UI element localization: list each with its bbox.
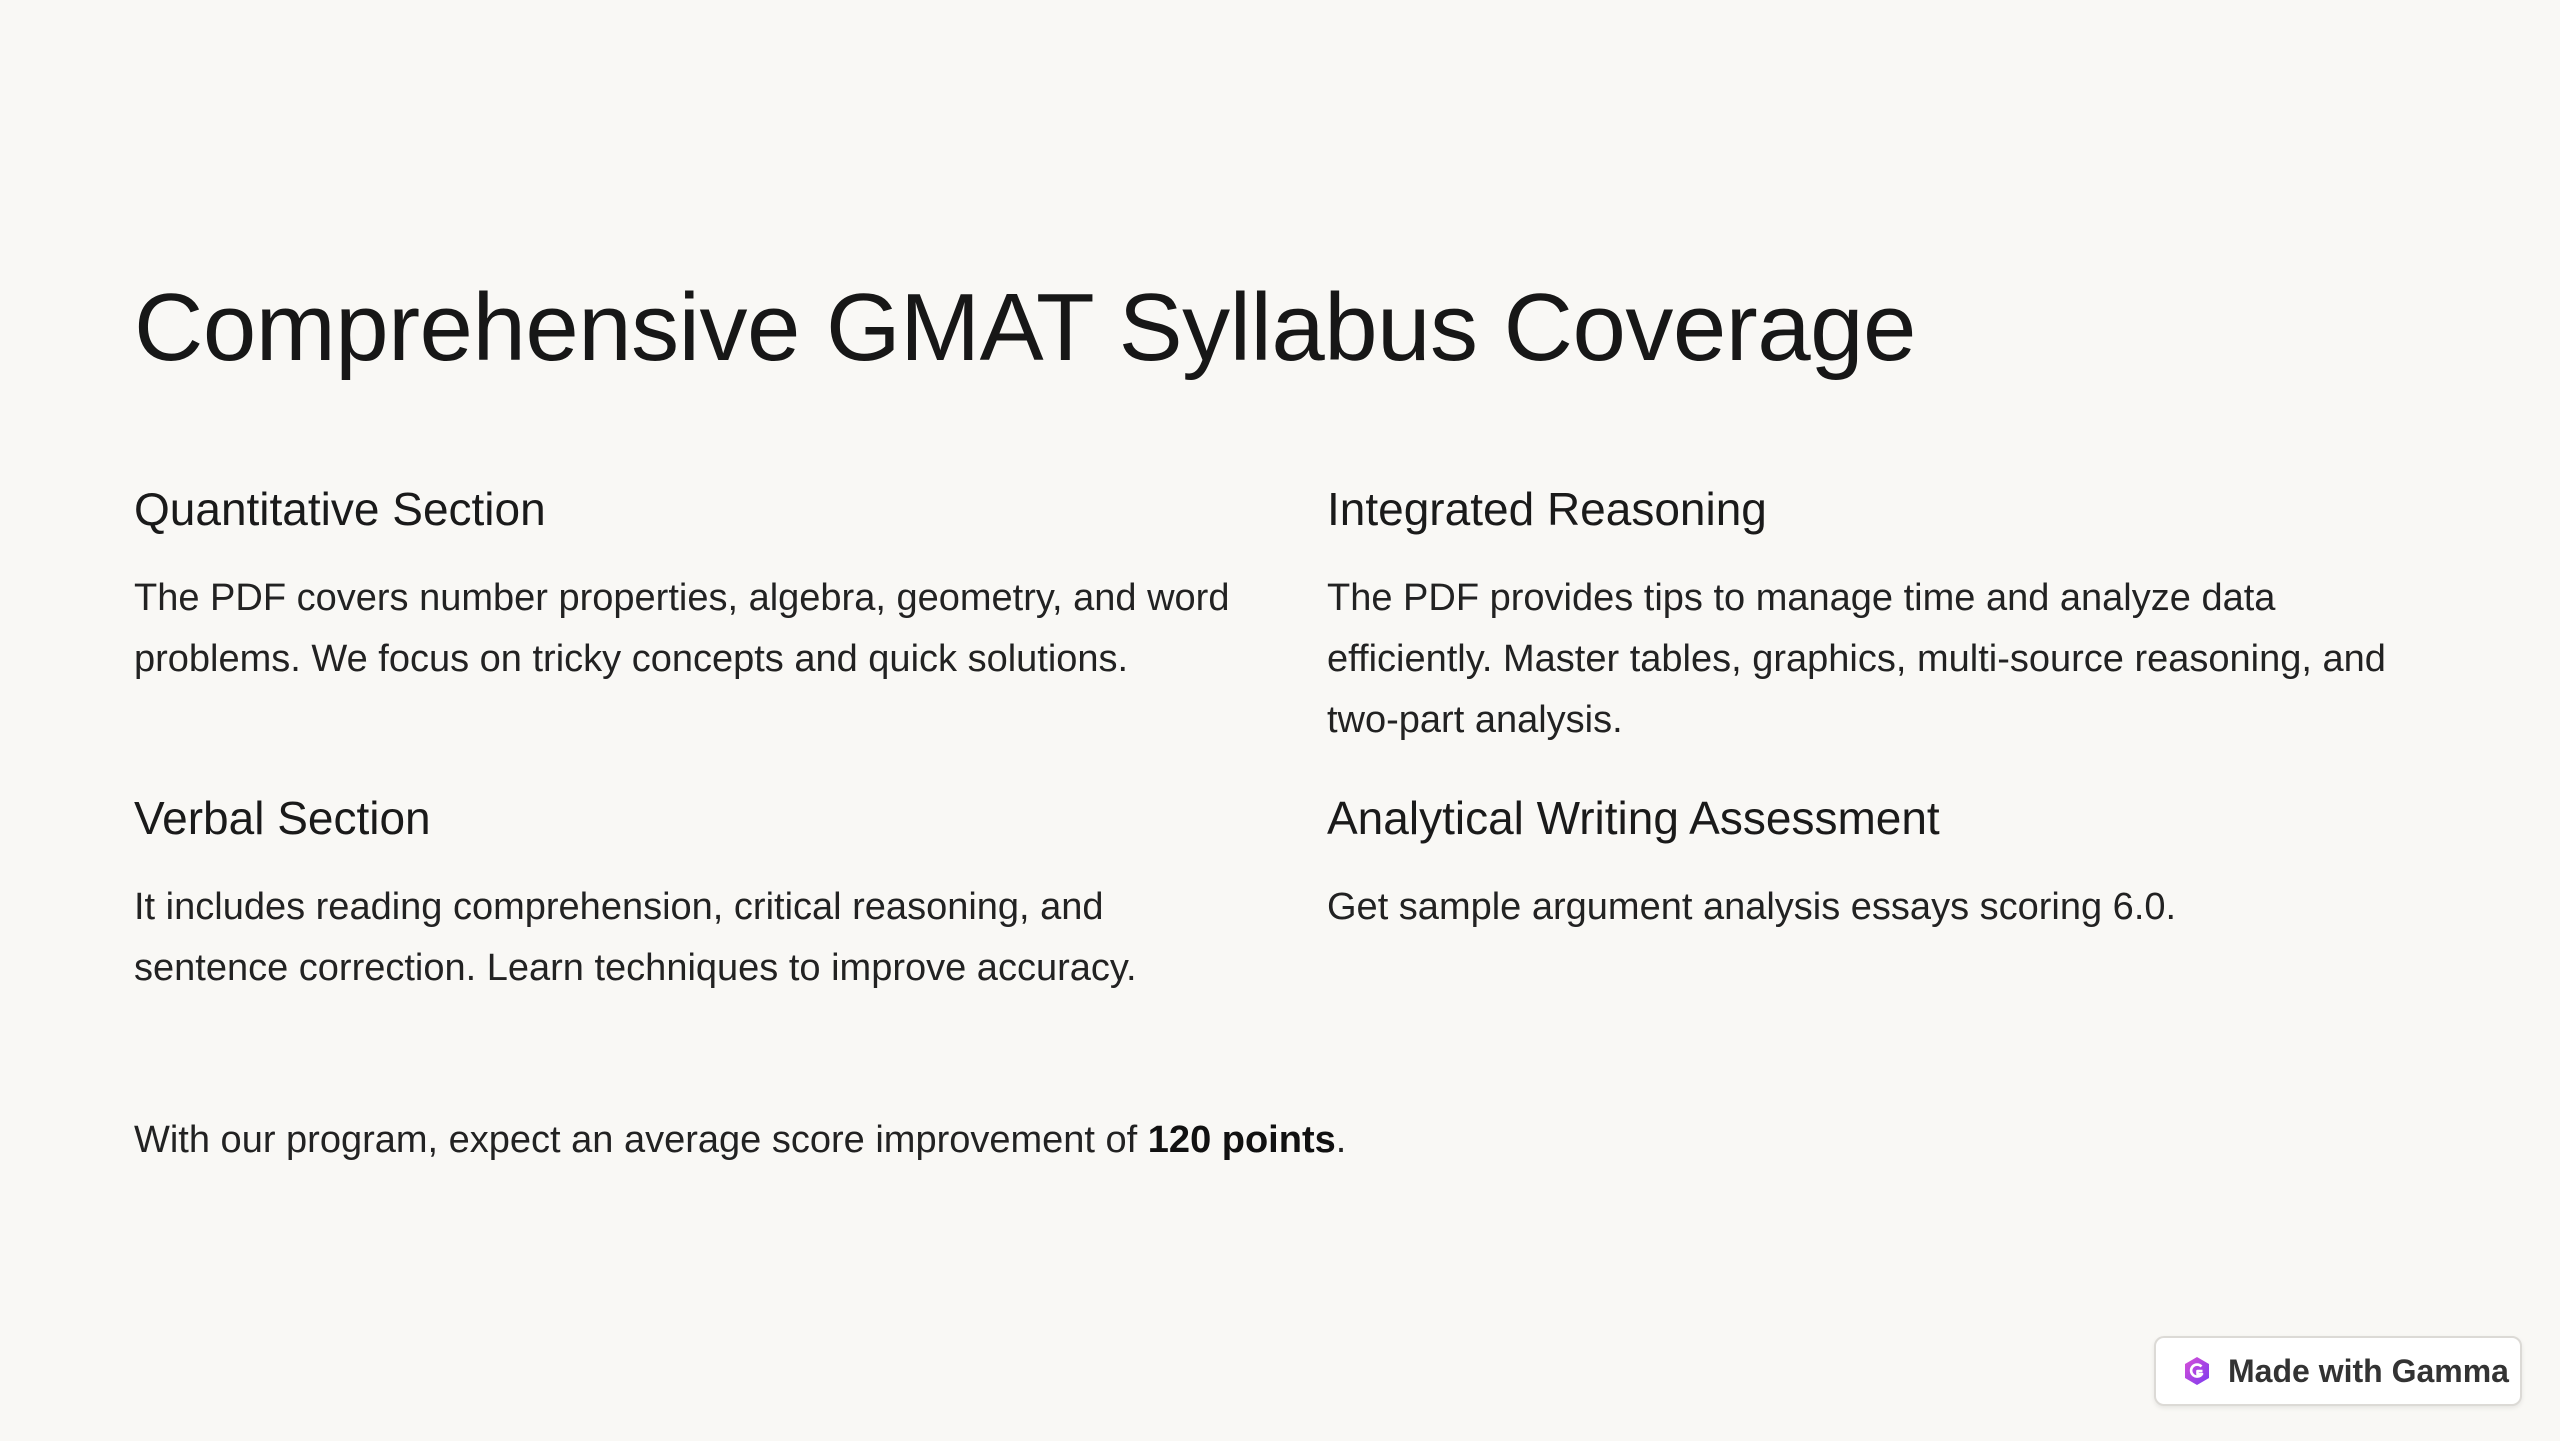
section-body: It includes reading comprehension, critical reasoning, and sentence correction. Learn techniques to improve accuracy. [134, 885, 1137, 989]
statement-prefix: With our program, expect an average score improvement of [134, 1119, 1148, 1161]
section-analytical-writing [1327, 789, 2432, 999]
section-quantitative [134, 480, 1239, 751]
statement-highlight: 120 points [1147, 1119, 1336, 1161]
section-body: The PDF provides tips to manage time and analyze data efficiently. Master tables, graphics, multi-source reasoning, and two-part analysis. [1327, 576, 2386, 741]
section-integrated-reasoning [1327, 480, 2432, 751]
slide [134, 0, 2434, 1441]
section-heading: Verbal Section [134, 791, 431, 844]
section-heading: Quantitative Section [134, 483, 546, 535]
section-heading: Integrated Reasoning [1327, 483, 1767, 535]
section-heading: Analytical Writing Assessment [1327, 791, 1940, 844]
made-with-gamma-badge[interactable] [2154, 1336, 2522, 1406]
syllabus-grid [134, 480, 2424, 999]
section-body: Get sample argument analysis essays scoring 6.0. [1327, 885, 2177, 928]
section-verbal [134, 789, 1239, 999]
score-improvement-statement [134, 1110, 1346, 1171]
slide-title: Comprehensive GMAT Syllabus Coverage [134, 274, 1916, 381]
statement-suffix: . [1335, 1119, 1347, 1161]
badge-label: Made with Gamma [2228, 1352, 2509, 1389]
section-body: The PDF covers number properties, algebra, geometry, and word problems. We focus on tricky concepts and quick solutions. [134, 576, 1230, 680]
gamma-logo-icon [2182, 1356, 2212, 1386]
